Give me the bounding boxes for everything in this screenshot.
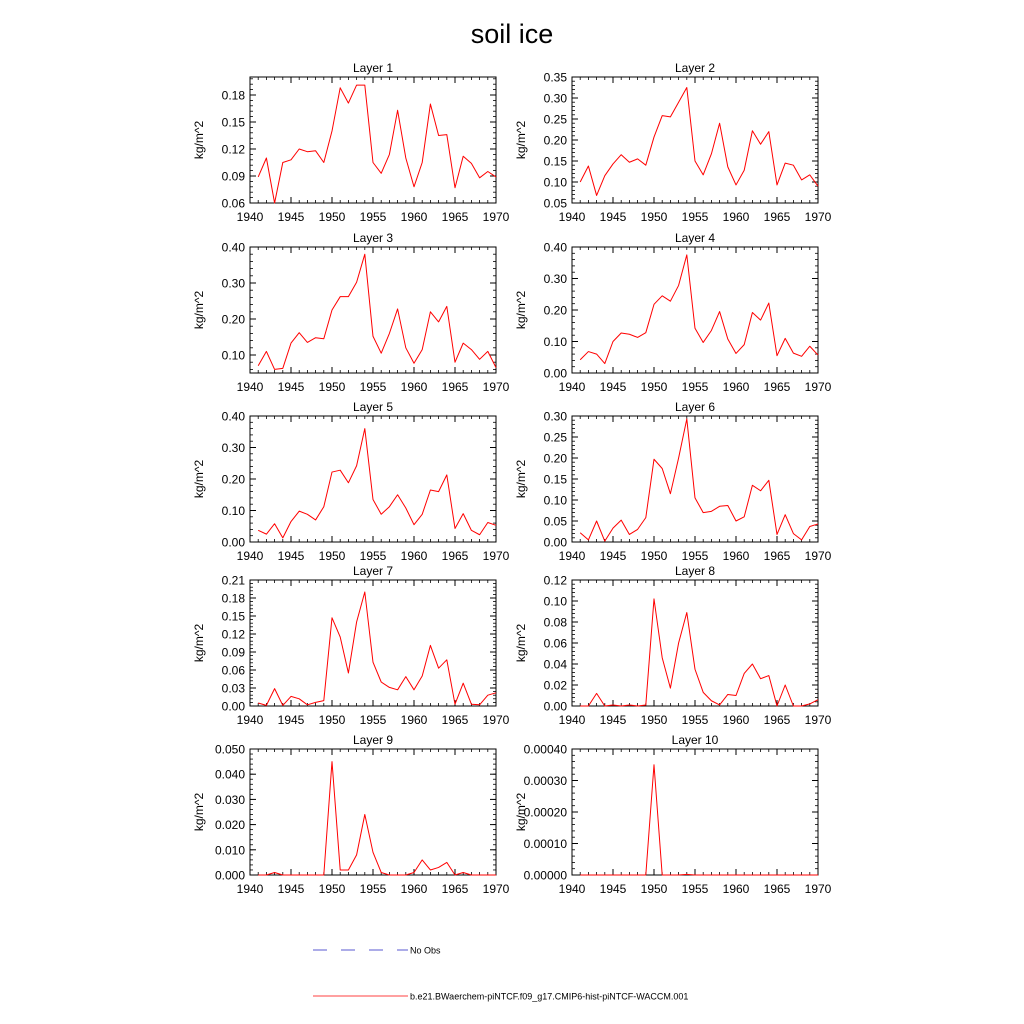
layer-7-y-tick-label: 0.15 xyxy=(221,609,245,624)
layer-4-plot-frame xyxy=(572,247,818,373)
layer-1-y-tick-label: 0.18 xyxy=(221,88,245,103)
layer-2-x-tick-label: 1965 xyxy=(763,210,791,224)
layer-9-y-tick-label: 0.040 xyxy=(214,767,245,782)
layer-10-y-tick-label: 0.00020 xyxy=(523,805,567,820)
layer-1-series-line xyxy=(258,85,496,203)
layer-9-y-tick-label: 0.050 xyxy=(214,742,245,757)
layer-7-y-tick-label: 0.00 xyxy=(221,699,245,714)
layer-10-ylabel: kg/m^2 xyxy=(514,792,528,832)
layer-9-x-tick-label: 1960 xyxy=(400,882,428,896)
layer-4-x-tick-label: 1965 xyxy=(763,380,791,394)
layer-5-x-tick-label: 1960 xyxy=(400,549,428,563)
layer-6-x-tick-label: 1945 xyxy=(599,549,627,563)
layer-8-x-tick-label: 1955 xyxy=(681,713,709,727)
layer-1-y-tick-label: 0.15 xyxy=(221,115,245,130)
layer-6-x-tick-label: 1950 xyxy=(640,549,668,563)
layer-2-plot-frame xyxy=(572,77,818,203)
layer-1-x-tick-label: 1965 xyxy=(441,210,469,224)
layer-5-y-tick-label: 0.40 xyxy=(221,409,245,424)
layer-8-y-tick-label: 0.12 xyxy=(543,573,567,588)
layer-6-plot-frame xyxy=(572,416,818,542)
layer-9-title: Layer 9 xyxy=(352,733,394,747)
layer-7-y-tick-label: 0.12 xyxy=(221,627,245,642)
layer-3-x-tick-label: 1940 xyxy=(236,380,264,394)
layer-6-x-tick-label: 1970 xyxy=(804,549,832,563)
layer-9-x-tick-label: 1970 xyxy=(482,882,510,896)
layer-7-ylabel: kg/m^2 xyxy=(192,623,206,663)
layer-3-x-tick-label: 1960 xyxy=(400,380,428,394)
layer-10-y-tick-label: 0.00040 xyxy=(523,742,567,757)
layer-9-x-tick-label: 1965 xyxy=(441,882,469,896)
layer-6-ylabel: kg/m^2 xyxy=(514,459,528,499)
layer-7-y-tick-label: 0.18 xyxy=(221,591,245,606)
legend-model-label: b.e21.BWaerchem-piNTCF.f09_g17.CMIP6-hist-piNTCF-WACCM.001 xyxy=(410,991,689,1002)
layer-1-x-tick-label: 1955 xyxy=(359,210,387,224)
layer-5-ylabel: kg/m^2 xyxy=(192,459,206,499)
panels xyxy=(192,61,832,896)
legend-no-obs-label: No Obs xyxy=(410,945,441,956)
layer-6-x-tick-label: 1955 xyxy=(681,549,709,563)
layer-4-series-line xyxy=(580,255,818,364)
layer-5-x-tick-label: 1950 xyxy=(318,549,346,563)
layer-4-title: Layer 4 xyxy=(674,231,716,245)
layer-2-y-tick-label: 0.05 xyxy=(543,196,567,211)
layer-2-ylabel: kg/m^2 xyxy=(514,120,528,160)
layer-2-x-tick-label: 1940 xyxy=(558,210,586,224)
layer-1-y-tick-label: 0.06 xyxy=(221,196,245,211)
layer-1-x-tick-label: 1970 xyxy=(482,210,510,224)
layer-9-y-tick-label: 0.010 xyxy=(214,843,245,858)
layer-1-y-tick-label: 0.09 xyxy=(221,169,245,184)
layer-8-x-tick-label: 1970 xyxy=(804,713,832,727)
layer-5-x-tick-label: 1945 xyxy=(277,549,305,563)
layer-1-title: Layer 1 xyxy=(352,61,394,75)
layer-6-title: Layer 6 xyxy=(674,400,716,414)
layer-3-x-tick-label: 1970 xyxy=(482,380,510,394)
layer-7-y-tick-label: 0.06 xyxy=(221,663,245,678)
layer-3-x-tick-label: 1955 xyxy=(359,380,387,394)
layer-8-plot-frame xyxy=(572,580,818,706)
layer-9-y-tick-label: 0.000 xyxy=(214,868,245,883)
layer-8-x-tick-label: 1965 xyxy=(763,713,791,727)
layer-4-panel xyxy=(514,231,832,394)
layer-10-title: Layer 10 xyxy=(671,733,719,747)
layer-6-y-tick-label: 0.10 xyxy=(543,493,567,508)
layer-2-y-tick-label: 0.20 xyxy=(543,133,567,148)
layer-6-y-tick-label: 0.20 xyxy=(543,451,567,466)
layer-7-y-tick-label: 0.21 xyxy=(221,573,245,588)
layer-5-x-tick-label: 1955 xyxy=(359,549,387,563)
layer-10-y-tick-label: 0.00010 xyxy=(523,837,567,851)
layer-3-plot-frame xyxy=(250,247,496,373)
layer-7-x-tick-label: 1955 xyxy=(359,713,387,727)
layer-2-series-line xyxy=(580,88,818,196)
layer-6-y-tick-label: 0.30 xyxy=(543,409,567,424)
layer-2-x-tick-label: 1945 xyxy=(599,210,627,224)
layer-2-x-tick-label: 1955 xyxy=(681,210,709,224)
layer-5-y-tick-label: 0.10 xyxy=(221,504,245,518)
layer-7-x-tick-label: 1950 xyxy=(318,713,346,727)
layer-8-ylabel: kg/m^2 xyxy=(514,623,528,663)
layer-3-y-tick-label: 0.30 xyxy=(221,276,245,291)
layer-1-panel xyxy=(192,61,510,224)
layer-3-y-tick-label: 0.40 xyxy=(221,240,245,255)
layer-2-x-tick-label: 1960 xyxy=(722,210,750,224)
layer-8-y-tick-label: 0.10 xyxy=(543,594,567,609)
layer-6-y-tick-label: 0.25 xyxy=(543,430,567,445)
layer-10-x-tick-label: 1955 xyxy=(681,882,709,896)
layer-3-x-tick-label: 1945 xyxy=(277,380,305,394)
layer-8-y-tick-label: 0.00 xyxy=(543,699,567,714)
layer-5-x-tick-label: 1970 xyxy=(482,549,510,563)
layer-4-y-tick-label: 0.30 xyxy=(543,272,567,286)
layer-9-x-tick-label: 1955 xyxy=(359,882,387,896)
layer-3-ylabel: kg/m^2 xyxy=(192,290,206,330)
layer-8-y-tick-label: 0.08 xyxy=(543,615,567,630)
layer-3-title: Layer 3 xyxy=(352,231,394,245)
layer-1-ylabel: kg/m^2 xyxy=(192,120,206,160)
layer-10-y-tick-label: 0.00000 xyxy=(523,868,567,883)
layer-7-x-tick-label: 1940 xyxy=(236,713,264,727)
layer-4-x-tick-label: 1960 xyxy=(722,380,750,394)
layer-6-x-tick-label: 1965 xyxy=(763,549,791,563)
layer-4-y-tick-label: 0.00 xyxy=(543,366,567,381)
layer-9-x-tick-label: 1950 xyxy=(318,882,346,896)
layer-8-x-tick-label: 1940 xyxy=(558,713,586,727)
layer-7-x-tick-label: 1970 xyxy=(482,713,510,727)
layer-9-x-tick-label: 1945 xyxy=(277,882,305,896)
layer-9-y-tick-label: 0.020 xyxy=(214,818,245,833)
layer-1-x-tick-label: 1950 xyxy=(318,210,346,224)
layer-3-y-tick-label: 0.10 xyxy=(221,348,245,363)
layer-3-x-tick-label: 1950 xyxy=(318,380,346,394)
layer-1-x-tick-label: 1940 xyxy=(236,210,264,224)
layer-5-title: Layer 5 xyxy=(352,400,394,414)
layer-9-series-line xyxy=(258,762,496,875)
layer-6-y-tick-label: 0.15 xyxy=(543,472,567,487)
layer-10-x-tick-label: 1945 xyxy=(599,882,627,896)
layer-1-y-tick-label: 0.12 xyxy=(221,142,245,157)
layer-5-y-tick-label: 0.00 xyxy=(221,535,245,550)
layer-10-plot-frame xyxy=(572,749,818,875)
layer-3-series-line xyxy=(258,254,496,369)
layer-6-y-tick-label: 0.00 xyxy=(543,535,567,550)
layer-4-x-tick-label: 1955 xyxy=(681,380,709,394)
layer-7-plot-frame xyxy=(250,580,496,706)
layer-5-x-tick-label: 1940 xyxy=(236,549,264,563)
layer-8-panel xyxy=(514,564,832,727)
layer-5-series-line xyxy=(258,429,496,538)
layer-8-x-tick-label: 1950 xyxy=(640,713,668,727)
layer-4-x-tick-label: 1940 xyxy=(558,380,586,394)
layer-6-x-tick-label: 1960 xyxy=(722,549,750,563)
layer-10-x-tick-label: 1940 xyxy=(558,882,586,896)
layer-10-x-tick-label: 1960 xyxy=(722,882,750,896)
layer-6-y-tick-label: 0.05 xyxy=(543,514,567,529)
layer-4-y-tick-label: 0.20 xyxy=(543,303,567,318)
layer-1-x-tick-label: 1945 xyxy=(277,210,305,224)
layer-10-x-tick-label: 1970 xyxy=(804,882,832,896)
layer-3-panel xyxy=(192,231,510,394)
layer-6-series-line xyxy=(580,419,818,541)
layer-9-panel xyxy=(192,733,510,896)
layer-10-x-tick-label: 1965 xyxy=(763,882,791,896)
figure-title: soil ice xyxy=(470,19,554,49)
layer-7-y-tick-label: 0.03 xyxy=(221,681,245,696)
layer-5-y-tick-label: 0.20 xyxy=(221,472,245,487)
layer-2-y-tick-label: 0.35 xyxy=(543,70,567,85)
legend xyxy=(313,946,688,1002)
layer-5-y-tick-label: 0.30 xyxy=(221,441,245,455)
layer-6-panel xyxy=(514,400,832,563)
layer-10-x-tick-label: 1950 xyxy=(640,882,668,896)
layer-7-y-tick-label: 0.09 xyxy=(221,645,245,660)
layer-7-x-tick-label: 1965 xyxy=(441,713,469,727)
layer-9-y-tick-label: 0.030 xyxy=(214,792,245,807)
layer-7-x-tick-label: 1960 xyxy=(400,713,428,727)
layer-2-x-tick-label: 1970 xyxy=(804,210,832,224)
layer-4-y-tick-label: 0.40 xyxy=(543,240,567,255)
layer-2-y-tick-label: 0.10 xyxy=(543,175,567,190)
layer-3-x-tick-label: 1965 xyxy=(441,380,469,394)
layer-8-series-line xyxy=(580,599,818,706)
layer-2-y-tick-label: 0.30 xyxy=(543,91,567,106)
layer-8-x-tick-label: 1960 xyxy=(722,713,750,727)
layer-2-y-tick-label: 0.15 xyxy=(543,154,567,169)
layer-1-x-tick-label: 1960 xyxy=(400,210,428,224)
layer-1-plot-frame xyxy=(250,77,496,203)
layer-2-title: Layer 2 xyxy=(674,61,716,75)
layer-2-x-tick-label: 1950 xyxy=(640,210,668,224)
layer-7-x-tick-label: 1945 xyxy=(277,713,305,727)
layer-4-x-tick-label: 1950 xyxy=(640,380,668,394)
layer-8-y-tick-label: 0.04 xyxy=(543,657,567,672)
layer-4-x-tick-label: 1945 xyxy=(599,380,627,394)
layer-4-x-tick-label: 1970 xyxy=(804,380,832,394)
layer-8-y-tick-label: 0.06 xyxy=(543,636,567,651)
layer-9-plot-frame xyxy=(250,749,496,875)
layer-3-y-tick-label: 0.20 xyxy=(221,312,245,327)
layer-8-y-tick-label: 0.02 xyxy=(543,678,567,693)
layer-8-x-tick-label: 1945 xyxy=(599,713,627,727)
layer-7-panel xyxy=(192,564,510,727)
layer-7-series-line xyxy=(258,592,496,705)
layer-8-title: Layer 8 xyxy=(674,564,716,578)
layer-2-panel xyxy=(514,61,832,224)
layer-7-title: Layer 7 xyxy=(352,564,394,578)
layer-5-plot-frame xyxy=(250,416,496,542)
layer-9-x-tick-label: 1940 xyxy=(236,882,264,896)
layer-5-panel xyxy=(192,400,510,563)
layer-10-series-line xyxy=(580,765,818,875)
layer-2-y-tick-label: 0.25 xyxy=(543,112,567,127)
layer-5-x-tick-label: 1965 xyxy=(441,549,469,563)
layer-9-ylabel: kg/m^2 xyxy=(192,792,206,832)
layer-10-y-tick-label: 0.00030 xyxy=(523,774,567,788)
layer-6-x-tick-label: 1940 xyxy=(558,549,586,563)
layer-4-ylabel: kg/m^2 xyxy=(514,290,528,330)
layer-4-y-tick-label: 0.10 xyxy=(543,335,567,349)
layer-10-panel xyxy=(514,733,832,896)
